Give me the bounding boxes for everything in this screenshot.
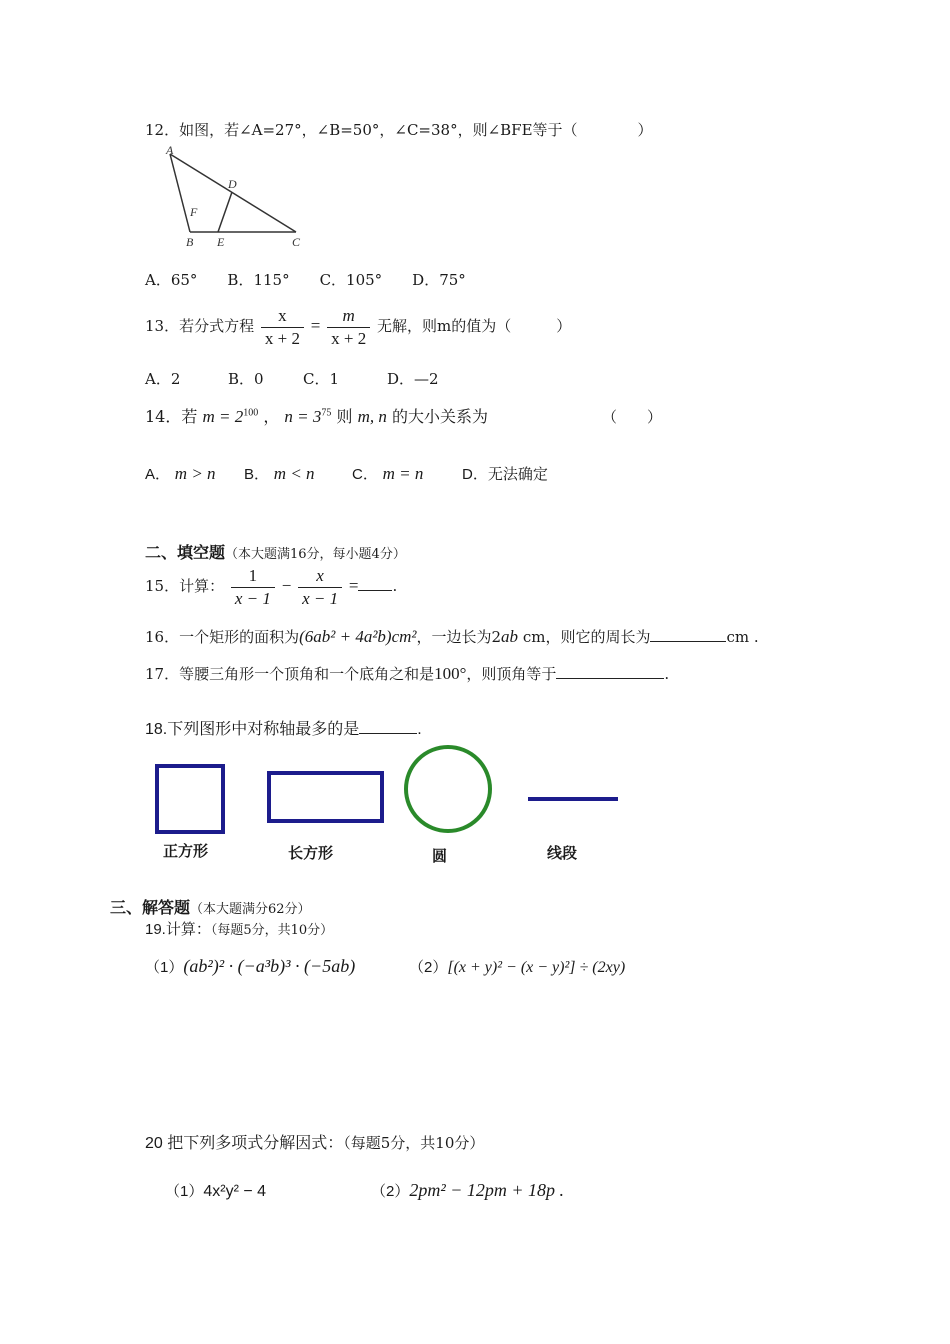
q13-option-b: B．0	[228, 370, 264, 388]
q15-equals: =	[348, 576, 359, 595]
q20-note: （每题5分，共10分）	[343, 1134, 485, 1152]
q17-end: .	[664, 665, 670, 683]
q15-fraction-2	[298, 565, 342, 610]
q16-unit: cm .	[726, 628, 759, 646]
q17-prefix: 17．等腰三角形一个顶角和一个底角之和是	[145, 665, 435, 683]
q20-part1	[165, 1180, 266, 1201]
q13-line	[145, 304, 571, 350]
q19-part1	[145, 956, 355, 977]
q14-num: 14．若	[145, 407, 198, 426]
q13-fraction-2	[327, 305, 370, 350]
q13-suffix: 无解，则m的值为（ ）	[377, 317, 572, 335]
q19-note: （每题5分，共10分）	[210, 923, 334, 938]
q15-prefix: 15．计算：	[145, 577, 225, 595]
q20-p2-label: （2）	[371, 1183, 410, 1200]
q14-option-b-label: B．	[244, 466, 270, 483]
q18-end: .	[417, 721, 422, 738]
q19-p1-expr: (ab²)² · (−a³b)³ · (−5ab)	[183, 956, 356, 976]
label-square: 正方形	[163, 843, 209, 860]
section2-note: （本大题满16分，每小题4分）	[225, 547, 406, 562]
rectangle-shape	[269, 773, 382, 821]
q18-stem: 18.下列图形中对称轴最多的是	[145, 721, 360, 738]
q20-line	[145, 1130, 484, 1153]
label-a: A	[166, 143, 174, 157]
q17-value: 100°	[434, 664, 467, 683]
label-b: B	[186, 235, 194, 249]
q17-suffix: ，则顶角等于	[466, 665, 557, 683]
q19-stem: 19.计算：	[145, 921, 211, 938]
q14-option-a-expr: m > n	[174, 464, 216, 483]
q13-option-d: D．—2	[387, 370, 439, 388]
q14-mid: 则	[336, 407, 353, 426]
q14-m-exp: 100	[243, 407, 259, 419]
q14-sep: ，	[263, 407, 280, 426]
circle-shape	[406, 747, 490, 831]
q14-n-exp: 75	[321, 407, 332, 419]
square-shape	[157, 766, 223, 832]
q20-p1-expr: 4x²y² − 4	[203, 1183, 267, 1200]
q15-frac1-den: x − 1	[234, 588, 271, 608]
q19-part2	[409, 956, 625, 977]
q14-option-c	[352, 463, 423, 484]
q16-side: ab	[501, 627, 519, 646]
q12-stem: 12．如图，若∠A=27°，∠B=50°，∠C=38°，则∠BFE等于（ ）	[145, 121, 653, 139]
q14-m-expr: m = 2	[202, 407, 244, 426]
q15-line	[145, 564, 397, 610]
q16-line	[145, 626, 759, 647]
q14-tail: 的大小关系为	[391, 407, 488, 426]
label-segment: 线段	[547, 845, 578, 862]
q18-answer-blank[interactable]	[359, 719, 417, 734]
q13-frac1-den: x + 2	[264, 328, 300, 348]
q20-p2-expr: 2pm² − 12pm + 18p .	[409, 1180, 565, 1200]
side-ac	[170, 154, 296, 232]
q13-fraction-1	[261, 305, 304, 350]
label-c: C	[292, 235, 301, 249]
q14-option-d: D．无法确定	[462, 466, 548, 483]
q16-mid: ，一边长为2	[416, 628, 502, 646]
q14-paren: （ ）	[602, 408, 663, 426]
section3-heading	[110, 895, 311, 918]
q17-line	[145, 663, 669, 684]
q14-option-b-expr: m < n	[273, 464, 315, 483]
q15-fraction-1	[231, 565, 275, 610]
q16-mid2: cm，则它的周长为	[522, 628, 651, 646]
q16-area: (6ab² + 4a²b)cm²	[299, 627, 417, 646]
q14-option-c-expr: m = n	[382, 464, 424, 483]
q18-line	[145, 716, 422, 739]
q19-line	[145, 918, 333, 939]
q13-frac2-num: m	[327, 305, 370, 328]
q19-p2-label: （2）	[409, 959, 448, 976]
q15-end: .	[392, 577, 398, 595]
q19-p1-label: （1）	[145, 959, 184, 976]
q14-option-b	[244, 463, 315, 484]
triangle-figure	[160, 142, 310, 252]
q16-answer-blank[interactable]	[650, 627, 726, 642]
q14-option-a	[145, 463, 216, 484]
q13-frac1-num: x	[261, 305, 304, 328]
label-e: E	[217, 235, 225, 249]
label-rectangle: 长方形	[288, 845, 334, 862]
q16-prefix: 16．一个矩形的面积为	[145, 628, 300, 646]
q12-options: A．65° B．115° C．105° D．75°	[145, 271, 466, 289]
side-ab	[170, 154, 190, 232]
q14-line	[145, 404, 488, 427]
q15-frac1-num: 1	[231, 565, 275, 588]
section2-title: 二、填空题	[145, 545, 226, 562]
label-f: F	[190, 205, 198, 219]
q14-vars: m, n	[357, 407, 387, 426]
q19-p2-expr: [(x + y)² − (x − y)²] ÷ (2xy)	[447, 959, 626, 976]
q18-shapes	[145, 740, 635, 840]
q15-answer-blank[interactable]	[358, 576, 392, 591]
q15-minus: −	[281, 576, 292, 595]
q20-stem: 20 把下列多项式分解因式：	[145, 1135, 344, 1152]
q13-prefix: 13．若分式方程	[145, 317, 255, 335]
q13-option-a: A．2	[145, 370, 181, 388]
section2-heading	[145, 540, 406, 563]
q15-frac2-num: x	[298, 565, 342, 588]
q14-n-expr: n = 3	[284, 407, 322, 426]
q13-equals: =	[310, 316, 321, 335]
section3-title: 三、解答题	[110, 900, 191, 917]
q13-frac2-den: x + 2	[331, 328, 367, 348]
q20-p1-label: （1）	[165, 1183, 204, 1200]
section3-note: （本大题满分62分）	[190, 902, 311, 917]
q14-option-c-label: C．	[352, 466, 378, 483]
q20-part2	[371, 1180, 564, 1201]
q17-answer-blank[interactable]	[556, 664, 664, 679]
label-circle: 圆	[432, 848, 448, 865]
q13-option-c: C．1	[303, 370, 340, 388]
q14-option-a-label: A．	[145, 466, 171, 483]
q15-frac2-den: x − 1	[302, 588, 339, 608]
label-d: D	[228, 177, 237, 191]
segment-ed	[218, 192, 232, 232]
